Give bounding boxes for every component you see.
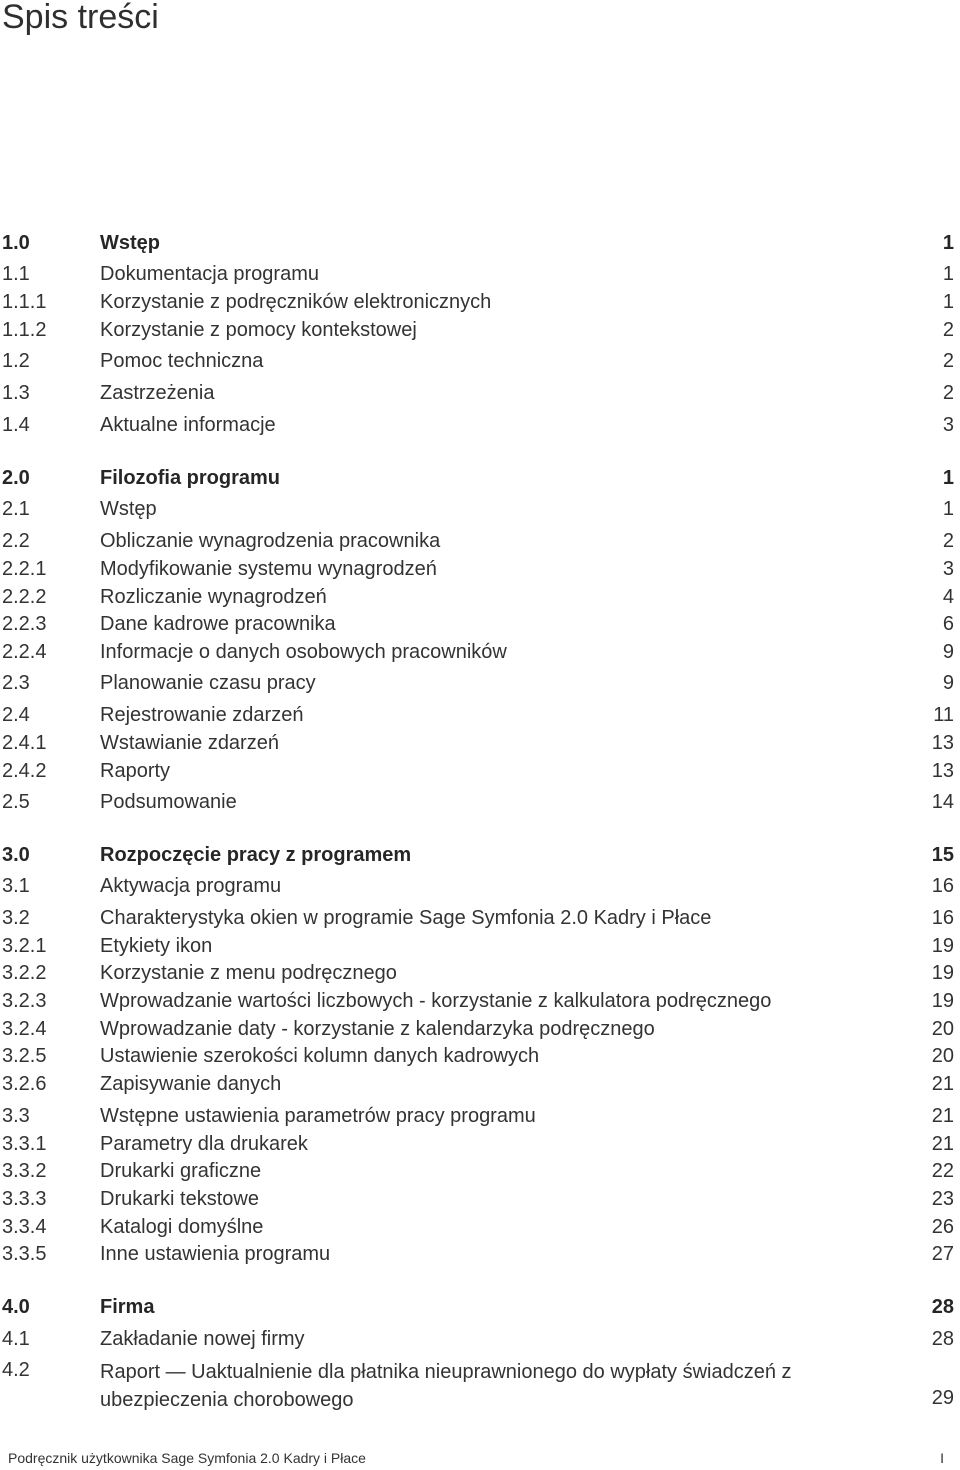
toc-number: 3.3 xyxy=(2,1105,30,1127)
toc-page-number: 28 xyxy=(931,1296,954,1318)
toc-number: 3.2 xyxy=(2,907,30,929)
toc-page-number: 2 xyxy=(942,350,954,372)
toc-number: 3.0 xyxy=(2,844,30,866)
toc-number: 2.2.4 xyxy=(2,641,47,663)
toc-page-number: 21 xyxy=(931,1105,954,1127)
toc-number: 1.4 xyxy=(2,414,30,436)
toc-page-number: 22 xyxy=(931,1160,954,1182)
toc-title: Podsumowanie xyxy=(100,791,237,813)
toc-title: Pomoc techniczna xyxy=(100,350,264,372)
toc-number: 3.3.4 xyxy=(2,1216,47,1238)
toc-title: Aktywacja programu xyxy=(100,875,282,897)
toc-page-number: 2 xyxy=(942,530,954,552)
toc-title: Filozofia programu xyxy=(100,467,280,489)
toc-page-number: 21 xyxy=(931,1133,954,1155)
toc-title: Charakterystyka okien w programie Sage Symfonia 2.0 Kadry i Płace xyxy=(100,907,712,929)
toc-title: Planowanie czasu pracy xyxy=(100,672,316,694)
toc-title: Drukarki tekstowe xyxy=(100,1188,259,1210)
toc-page-number: 13 xyxy=(931,732,954,754)
toc-number: 4.2 xyxy=(2,1359,30,1381)
toc-number: 1.3 xyxy=(2,382,30,404)
toc-page-number: 6 xyxy=(942,613,954,635)
toc-number: 2.4 xyxy=(2,704,30,726)
footer-page-number: I xyxy=(940,1450,944,1466)
toc-page-number: 1 xyxy=(942,498,954,520)
toc-title: Wprowadzanie wartości liczbowych - korzystanie z kalkulatora podręcznego xyxy=(100,990,772,1012)
toc-number: 1.1.1 xyxy=(2,291,47,313)
toc-number: 2.1 xyxy=(2,498,30,520)
toc-page-number: 26 xyxy=(931,1216,954,1238)
toc-title: Wstępne ustawienia parametrów pracy programu xyxy=(100,1105,536,1127)
toc-number: 2.4.1 xyxy=(2,732,47,754)
toc-title: Rozliczanie wynagrodzeń xyxy=(100,586,327,608)
toc-title: Wstawianie zdarzeń xyxy=(100,732,279,754)
toc-title: Korzystanie z pomocy kontekstowej xyxy=(100,319,417,341)
toc-page-number: 1 xyxy=(942,467,954,489)
toc-number: 1.2 xyxy=(2,350,30,372)
toc-page-number: 23 xyxy=(931,1188,954,1210)
toc-number: 3.3.3 xyxy=(2,1188,47,1210)
toc-title: Etykiety ikon xyxy=(100,935,213,957)
toc-page-number: 14 xyxy=(931,791,954,813)
page-title: Spis treści xyxy=(2,0,159,36)
toc-title: Inne ustawienia programu xyxy=(100,1243,331,1265)
toc-number: 2.0 xyxy=(2,467,30,489)
toc-title: Wprowadzanie daty - korzystanie z kalendarzyka podręcznego xyxy=(100,1018,655,1040)
toc-title: Korzystanie z podręczników elektronicznych xyxy=(100,291,492,313)
toc-number: 3.3.5 xyxy=(2,1243,47,1265)
toc-number: 3.3.1 xyxy=(2,1133,47,1155)
toc-number: 2.2.1 xyxy=(2,558,47,580)
toc-number: 1.1.2 xyxy=(2,319,47,341)
toc-number: 3.2.1 xyxy=(2,935,47,957)
toc-page-number: 1 xyxy=(942,263,954,285)
toc-title: Firma xyxy=(100,1296,155,1318)
toc-page-number: 16 xyxy=(931,875,954,897)
toc-title: Zakładanie nowej firmy xyxy=(100,1328,305,1350)
toc-page-number: 19 xyxy=(931,962,954,984)
toc-title: Ustawienie szerokości kolumn danych kadrowych xyxy=(100,1045,540,1067)
toc-title: Raport — Uaktualnienie dla płatnika nieuprawnionego do wypłaty świadczeń z ubezpieczenia chorobowego xyxy=(100,1361,792,1411)
toc-number: 1.0 xyxy=(2,232,30,254)
toc-number: 3.2.2 xyxy=(2,962,47,984)
toc-number: 1.1 xyxy=(2,263,30,285)
toc-number: 3.2.4 xyxy=(2,1018,47,1040)
toc-number: 2.2 xyxy=(2,530,30,552)
toc-title: Wstęp xyxy=(100,232,160,254)
toc-number: 3.3.2 xyxy=(2,1160,47,1182)
toc-page-number: 20 xyxy=(931,1018,954,1040)
toc-page-number: 1 xyxy=(942,232,954,254)
toc-title: Modyfikowanie systemu wynagrodzeń xyxy=(100,558,437,580)
toc-page-number: 4 xyxy=(942,586,954,608)
toc-page-number: 15 xyxy=(931,844,954,866)
toc-number: 2.3 xyxy=(2,672,30,694)
toc-title: Aktualne informacje xyxy=(100,414,276,436)
toc-number: 3.2.5 xyxy=(2,1045,47,1067)
toc-page-number: 1 xyxy=(942,291,954,313)
toc-page-number: 20 xyxy=(931,1045,954,1067)
toc-page-number: 21 xyxy=(931,1073,954,1095)
toc-page-number: 3 xyxy=(942,414,954,436)
toc-title: Raporty xyxy=(100,760,171,782)
toc-page-number: 28 xyxy=(931,1328,954,1350)
toc-page-number: 11 xyxy=(933,704,954,726)
toc-page-number: 29 xyxy=(931,1387,954,1409)
toc-title: Dane kadrowe pracownika xyxy=(100,613,336,635)
toc-number: 4.0 xyxy=(2,1296,30,1318)
toc-number: 3.2.3 xyxy=(2,990,47,1012)
toc-page-number: 27 xyxy=(931,1243,954,1265)
toc-number: 2.5 xyxy=(2,791,30,813)
toc-title: Drukarki graficzne xyxy=(100,1160,262,1182)
toc-number: 2.2.2 xyxy=(2,586,47,608)
toc-title: Informacje o danych osobowych pracowników xyxy=(100,641,507,663)
toc-number: 2.2.3 xyxy=(2,613,47,635)
toc-page-number: 3 xyxy=(942,558,954,580)
toc-number: 3.1 xyxy=(2,875,30,897)
toc-title: Wstęp xyxy=(100,498,157,520)
toc-title: Parametry dla drukarek xyxy=(100,1133,308,1155)
toc-title: Rozpoczęcie pracy z programem xyxy=(100,844,412,866)
toc-title: Zastrzeżenia xyxy=(100,382,215,404)
toc-page-number: 9 xyxy=(942,672,954,694)
footer-text: Podręcznik użytkownika Sage Symfonia 2.0 Kadry i Płace xyxy=(8,1450,366,1466)
toc-number: 2.4.2 xyxy=(2,760,47,782)
toc-number: 3.2.6 xyxy=(2,1073,47,1095)
toc-title: Dokumentacja programu xyxy=(100,263,319,285)
toc-title: Korzystanie z menu podręcznego xyxy=(100,962,397,984)
toc-title: Katalogi domyślne xyxy=(100,1216,264,1238)
toc-page-number: 19 xyxy=(931,935,954,957)
toc-page-number: 16 xyxy=(931,907,954,929)
toc-page-number: 2 xyxy=(942,319,954,341)
toc-page-number: 2 xyxy=(942,382,954,404)
toc-title: Obliczanie wynagrodzenia pracownika xyxy=(100,530,441,552)
toc-page-number: 9 xyxy=(942,641,954,663)
toc-page-number: 19 xyxy=(931,990,954,1012)
toc-number: 4.1 xyxy=(2,1328,30,1350)
toc-page-number: 13 xyxy=(931,760,954,782)
toc-title: Rejestrowanie zdarzeń xyxy=(100,704,304,726)
toc-title: Zapisywanie danych xyxy=(100,1073,282,1095)
